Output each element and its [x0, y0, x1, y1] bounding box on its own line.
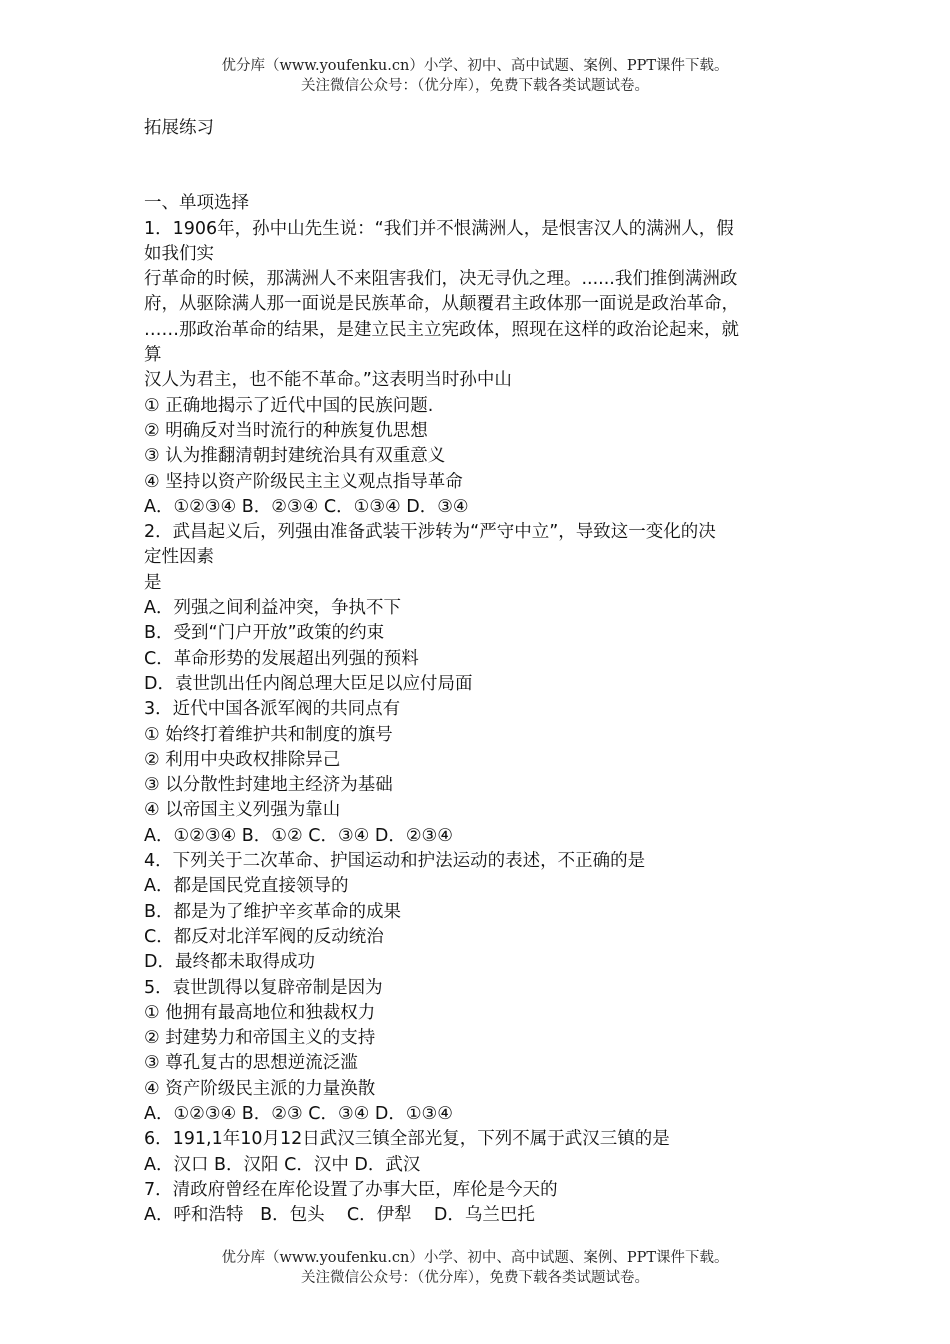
text-line: A．汉口 B．汉阳 C．汉中 D．武汉 — [144, 1154, 421, 1175]
text-line: ……那政治革命的结果，是建立民主立宪政体，照现在这样的政治论起来，就 — [144, 319, 739, 340]
text-line: A．都是国民党直接领导的 — [144, 876, 349, 897]
text-line: 汉人为君主，也不能不革命。”这表明当时孙中山 — [144, 370, 512, 391]
text-line: ④ 坚持以资产阶级民主主义观点指导革命 — [144, 471, 463, 492]
section-title: 一、单项选择 — [144, 193, 249, 214]
text-line: B．都是为了维护辛亥革命的成果 — [144, 901, 402, 922]
text-line: 4．下列关于二次革命、护国运动和护法运动的表述，不正确的是 — [144, 851, 646, 872]
text-line: C．都反对北洋军阀的反动统治 — [144, 926, 384, 947]
footer-line-1: 优分库（www.youfenku.cn）小学、初中、高中试题、案例、PPT课件下载。 — [221, 1250, 729, 1266]
text-line: ④ 以帝国主义列强为靠山 — [144, 800, 341, 821]
text-line: A．呼和浩特 B．包头 C．伊犁 D．乌兰巴托 — [144, 1205, 535, 1226]
text-line: ① 正确地揭示了近代中国的民族问题. — [144, 395, 434, 416]
text-line: ③ 以分散性封建地主经济为基础 — [144, 775, 393, 796]
text-line: ③ 尊孔复古的思想逆流泛滥 — [144, 1053, 358, 1074]
text-line: A．①②③④ B．①② C．③④ D．②③④ — [144, 825, 453, 846]
page-title: 拓展练习 — [144, 118, 214, 138]
text-line: ① 他拥有最高地位和独裁权力 — [144, 1002, 376, 1023]
text-line: 2．武昌起义后，列强由准备武装干涉转为“严守中立”，导致这一变化的决 — [144, 522, 716, 543]
text-line: A．列强之间利益冲突，争执不下 — [144, 598, 401, 619]
text-line: C．革命形势的发展超出列强的预料 — [144, 648, 419, 669]
text-line: D．最终都未取得成功 — [144, 952, 315, 973]
header-line-1: 优分库（www.youfenku.cn）小学、初中、高中试题、案例、PPT课件下载。 — [221, 58, 729, 74]
text-line: 如我们实 — [144, 243, 214, 264]
text-line: A．①②③④ B．②③ C．③④ D．①③④ — [144, 1103, 453, 1124]
text-line: 5．袁世凯得以复辟帝制是因为 — [144, 977, 383, 998]
text-line: 行革命的时候，那满洲人不来阻害我们，决无寻仇之理。......我们推倒满洲政 — [144, 269, 738, 290]
page-header — [0, 56, 950, 96]
text-line: B．受到“门户开放”政策的约束 — [144, 623, 385, 644]
text-line: ④ 资产阶级民主派的力量涣散 — [144, 1078, 376, 1099]
text-line: ② 明确反对当时流行的种族复仇思想 — [144, 420, 428, 441]
text-line: 是 — [144, 572, 162, 593]
text-line: A．①②③④ B．②③④ C．①③④ D．③④ — [144, 496, 469, 517]
text-line: ① 始终打着维护共和制度的旗号 — [144, 724, 393, 745]
text-line: ② 利用中央政权排除异己 — [144, 749, 341, 770]
footer-line-2: 关注微信公众号：（优分库），免费下载各类试题试卷。 — [301, 1270, 649, 1286]
text-line: ② 封建势力和帝国主义的支持 — [144, 1028, 376, 1049]
text-line: ③ 认为推翻清朝封建统治具有双重意义 — [144, 446, 446, 467]
header-line-2: 关注微信公众号：（优分库），免费下载各类试题试卷。 — [301, 78, 649, 94]
text-line: 算 — [144, 345, 162, 366]
text-line: D．袁世凯出任内阁总理大臣足以应付局面 — [144, 673, 473, 694]
spacer — [144, 141, 824, 191]
text-line: 3．近代中国各派军阀的共同点有 — [144, 699, 401, 720]
document-body — [144, 116, 824, 1228]
text-line: 府，从驱除满人那一面说是民族革命，从颠覆君主政体那一面说是政治革命， — [144, 294, 739, 315]
page-footer — [0, 1248, 950, 1288]
text-line: 1．1906年，孙中山先生说：“我们并不恨满洲人，是恨害汉人的满洲人，假 — [144, 218, 734, 239]
text-line: 6．191,1年10月12日武汉三镇全部光复，下列不属于武汉三镇的是 — [144, 1129, 670, 1150]
text-line: 7．清政府曾经在库伦设置了办事大臣，库伦是今天的 — [144, 1179, 558, 1200]
text-line: 定性因素 — [144, 547, 214, 568]
